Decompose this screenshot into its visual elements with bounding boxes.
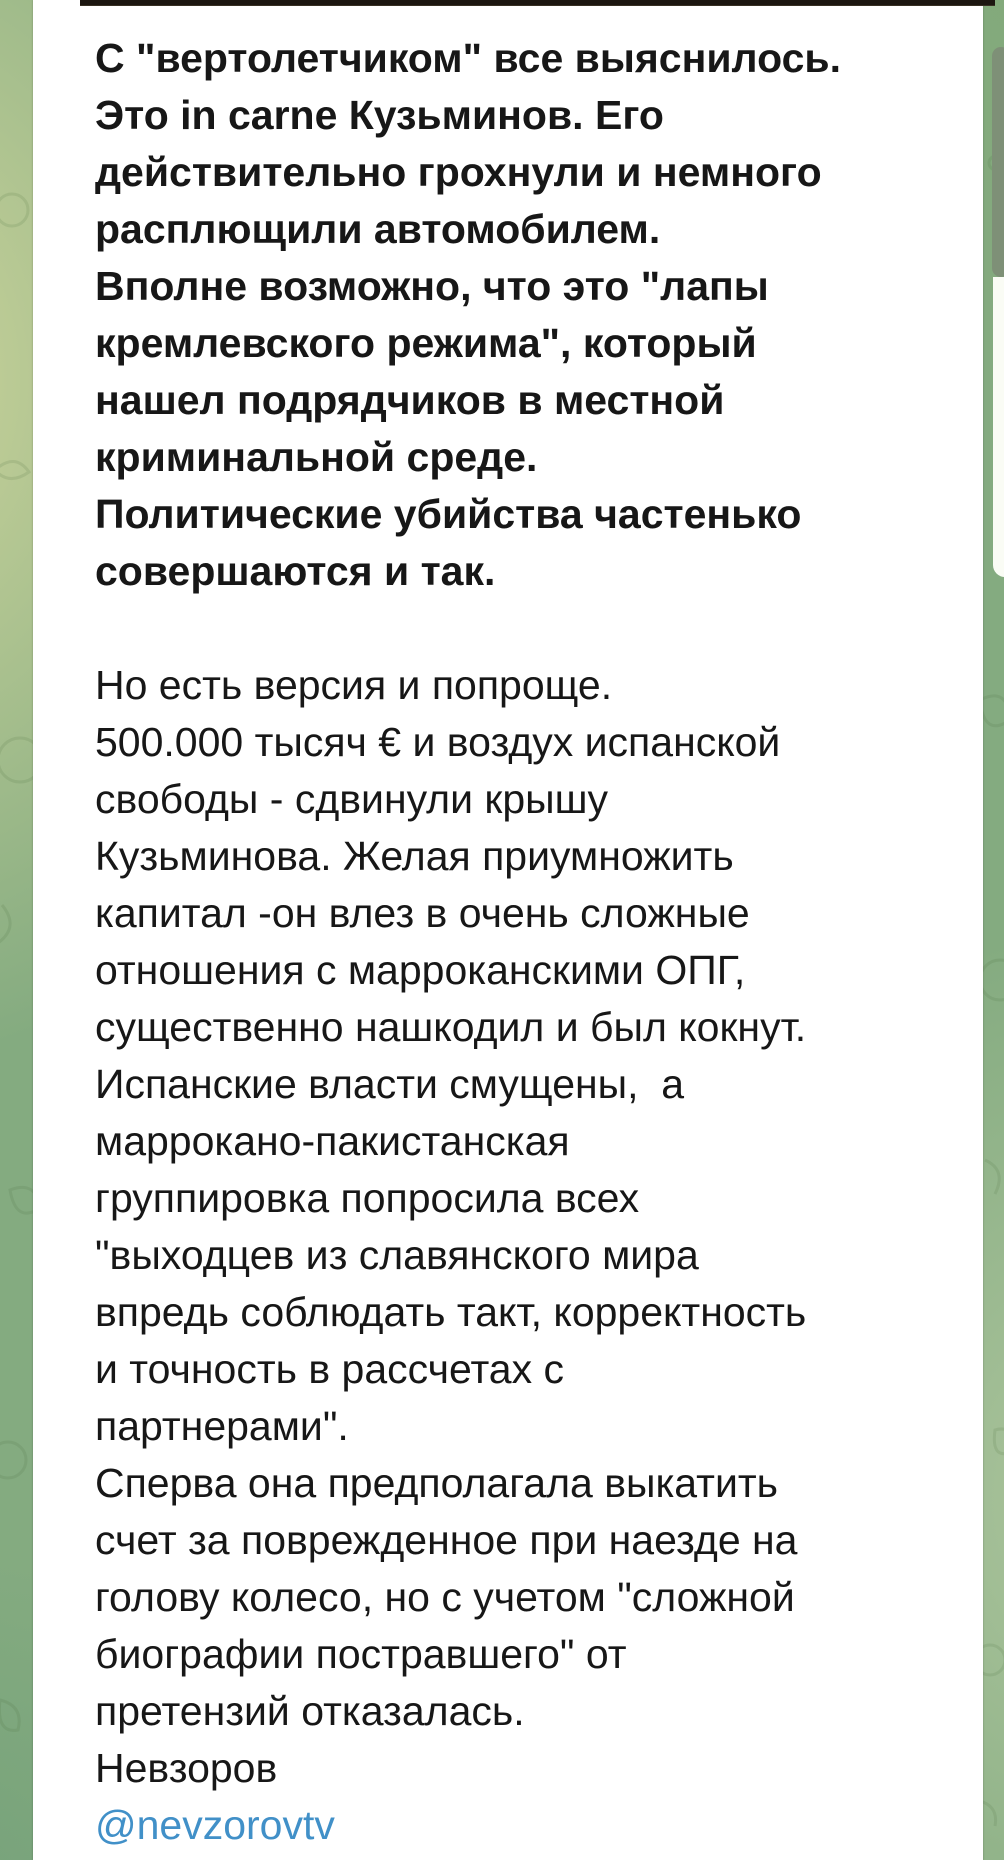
message-line: Это in carne Кузьминов. Его [95,92,664,138]
message-line: существенно нашкодил и был кокнут. [95,1004,807,1050]
message-line: группировка попросила всех [95,1175,640,1221]
message-body-paragraph [95,657,841,1797]
message-line: Сперва она предполагала выкатить [95,1460,779,1506]
message-line: "выходцев из славянского мира [95,1232,699,1278]
cropped-photo-bottom-edge [80,0,995,6]
message-line: и точность в рассчетах с [95,1346,564,1392]
message-bold-paragraph [95,30,841,600]
message-line: отношения с марроканскими ОПГ, [95,947,746,993]
message-line: Невзоров [95,1745,278,1791]
message-line: счет за поврежденное при наезде на [95,1517,798,1563]
message-line: Политические убийства частенько [95,491,802,537]
cropped-bubble-fragment [993,277,1004,577]
message-text [95,30,841,1854]
message-line: капитал -он влез в очень сложные [95,890,750,936]
paragraph-gap [95,600,841,657]
message-line: нашел подрядчиков в местной [95,377,725,423]
message-line: биографии постравшего" от [95,1631,627,1677]
message-line: Кузьминова. Желая приумножить [95,833,734,879]
message-line: свободы - сдвинули крышу [95,776,609,822]
message-line: партнерами". [95,1403,349,1449]
channel-mention-link[interactable]: @nevzorovtv [95,1802,335,1848]
message-line: претензий отказалась. [95,1688,525,1734]
message-line: 500.000 тысяч € и воздух испанской [95,719,781,765]
message-line: криминальной среде. [95,434,538,480]
message-bubble [33,0,983,1860]
message-line: голову колесо, но с учетом "сложной [95,1574,795,1620]
message-line: расплющили автомобилем. [95,206,661,252]
message-line: Но есть версия и попроще. [95,662,613,708]
message-line: С "вертолетчиком" все выяснилось. [95,35,841,81]
message-line: совершаются и так. [95,548,496,594]
message-line: маррокано-пакистанская [95,1118,570,1164]
message-line: Испанские власти смущены, а [95,1061,685,1107]
message-line: впредь соблюдать такт, корректность [95,1289,807,1335]
message-line: действительно грохнули и немного [95,149,822,195]
message-line: Вполне возможно, что это "лапы [95,263,769,309]
scrollbar-thumb[interactable] [992,47,1004,277]
message-line: кремлевского режима", который [95,320,757,366]
